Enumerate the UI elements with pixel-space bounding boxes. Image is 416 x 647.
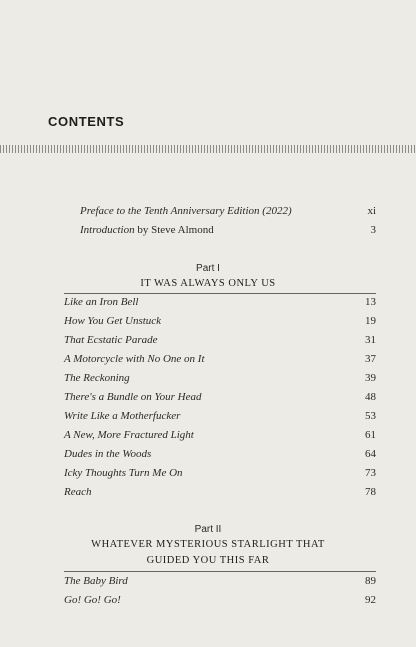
toc-entry[interactable] xyxy=(64,315,376,327)
toc-entry-page: 64 xyxy=(365,448,376,460)
dotted-rule xyxy=(0,145,416,153)
toc-entry-page: 37 xyxy=(365,353,376,365)
toc-entry[interactable] xyxy=(64,486,376,498)
toc-entry-page: 61 xyxy=(365,429,376,441)
toc-entry-title: Write Like a Motherfucker xyxy=(64,410,181,422)
toc-entry-page: 13 xyxy=(365,296,376,308)
toc-entry-title: Icky Thoughts Turn Me On xyxy=(64,467,183,479)
toc-entry-title: Preface to the Tenth Anniversary Edition (2022) xyxy=(80,205,292,217)
toc-entry-page: 39 xyxy=(365,372,376,384)
toc-entry-title: That Ecstatic Parade xyxy=(64,334,158,346)
toc-entry-preface[interactable] xyxy=(80,205,376,217)
toc-entry[interactable] xyxy=(64,575,376,587)
toc-entry[interactable] xyxy=(64,467,376,479)
part1-divider xyxy=(64,293,376,294)
toc-entry-title xyxy=(80,224,214,236)
toc-entry-page: 92 xyxy=(365,594,376,606)
toc-entry[interactable] xyxy=(64,353,376,365)
toc-entry[interactable] xyxy=(64,372,376,384)
toc-entry-page: xi xyxy=(367,205,376,217)
toc-entry-title: Like an Iron Bell xyxy=(64,296,139,308)
part1-label: Part I xyxy=(196,263,220,274)
toc-entry-page: 3 xyxy=(370,224,376,236)
part2-title-line1: WHATEVER MYSTERIOUS STARLIGHT THAT xyxy=(91,539,325,550)
toc-entry-title: How You Get Unstuck xyxy=(64,315,162,327)
toc-entry[interactable] xyxy=(64,410,376,422)
part2-label: Part II xyxy=(194,524,222,535)
toc-entry-page: 78 xyxy=(365,486,376,498)
toc-entry[interactable] xyxy=(64,391,376,403)
toc-entry-page: 48 xyxy=(365,391,376,403)
toc-entry-title-rest: by Steve Almond xyxy=(134,224,214,236)
part1-title: IT WAS ALWAYS ONLY US xyxy=(140,278,276,289)
toc-entry-page: 73 xyxy=(365,467,376,479)
toc-entry-title: The Reckoning xyxy=(64,372,130,384)
toc-entry-title: Go! Go! Go! xyxy=(64,594,121,606)
toc-entry[interactable] xyxy=(64,429,376,441)
toc-entry-page: 19 xyxy=(365,315,376,327)
part2-divider xyxy=(64,571,376,572)
toc-entry-title: A New, More Fractured Light xyxy=(64,429,194,441)
toc-entry-title: Dudes in the Woods xyxy=(64,448,152,460)
toc-entry[interactable] xyxy=(64,594,376,606)
contents-heading: CONTENTS xyxy=(48,114,125,129)
toc-entry-page: 89 xyxy=(365,575,376,587)
part2-title-line2: GUIDED YOU THIS FAR xyxy=(146,555,270,566)
toc-entry[interactable] xyxy=(64,296,376,308)
toc-entry-page: 31 xyxy=(365,334,376,346)
toc-entry[interactable] xyxy=(64,448,376,460)
toc-entry[interactable] xyxy=(64,334,376,346)
toc-entry-title: There's a Bundle on Your Head xyxy=(64,391,202,403)
toc-entry-title-italic: Introduction xyxy=(80,224,135,236)
toc-entry-title: The Baby Bird xyxy=(64,575,128,587)
toc-entry-title: Reach xyxy=(64,486,92,498)
toc-entry-introduction[interactable] xyxy=(80,224,376,236)
toc-entry-page: 53 xyxy=(365,410,376,422)
toc-entry-title: A Motorcycle with No One on It xyxy=(64,353,205,365)
